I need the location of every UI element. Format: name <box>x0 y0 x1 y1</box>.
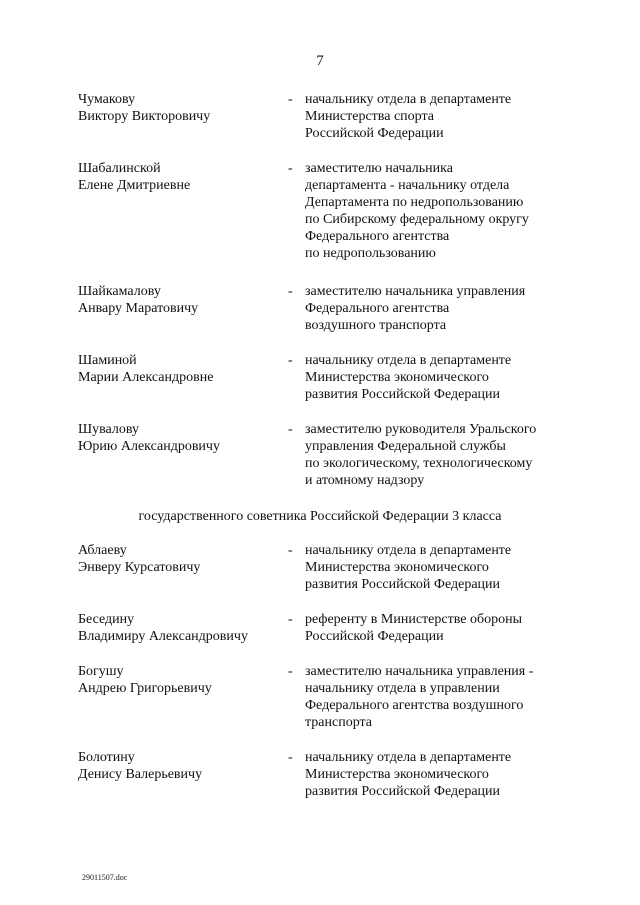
dash: - <box>288 750 293 765</box>
position-line: по экологическому, технологическому <box>305 456 533 471</box>
surname: Шувалову <box>78 422 140 437</box>
person-name <box>78 749 278 783</box>
position-title <box>305 749 595 800</box>
surname: Богушу <box>78 664 124 679</box>
position-line: Министерства экономического <box>305 767 489 782</box>
position-line: начальнику отдела в департаменте <box>305 543 512 558</box>
position-line: Российской Федерации <box>305 126 444 141</box>
dash: - <box>288 543 293 558</box>
person-name <box>78 542 278 576</box>
position-title <box>305 160 595 262</box>
surname: Бесединy <box>78 612 135 627</box>
position-title <box>305 663 595 731</box>
given-names: Анвару Маратовичу <box>78 301 199 316</box>
given-names: Андрею Григорьевичу <box>78 681 212 696</box>
person-name <box>78 611 278 645</box>
given-names: Виктору Викторовичу <box>78 109 211 124</box>
position-line: заместителю начальника управления <box>305 284 526 299</box>
position-line: начальнику отдела в управлении <box>305 681 500 696</box>
given-names: Юрию Александровичу <box>78 439 220 454</box>
position-title <box>305 91 595 142</box>
surname: Шабалинской <box>78 161 161 176</box>
position-line: заместителю начальника <box>305 161 453 176</box>
dash: - <box>288 161 293 176</box>
position-title <box>305 352 595 403</box>
given-names: Денису Валерьевичу <box>78 767 203 782</box>
position-line: департамента - начальнику отдела <box>305 178 510 193</box>
position-line: развития Российской Федерации <box>305 577 501 592</box>
position-line: и атомному надзору <box>305 473 425 488</box>
given-names: Елене Дмитриевне <box>78 178 191 193</box>
section-heading: государственного советника Российской Федерации 3 класса <box>138 509 502 524</box>
surname: Шайкамалову <box>78 284 161 299</box>
position-title <box>305 283 595 334</box>
file-name-footer: 29011507.doc <box>82 873 128 882</box>
position-line: Министерства спорта <box>305 109 434 124</box>
position-line: заместителю начальника управления - <box>305 664 534 679</box>
position-title <box>305 611 595 645</box>
position-line: начальнику отдела в департаменте <box>305 750 512 765</box>
position-line: Департамента по недропользованию <box>305 195 524 210</box>
position-line: по недропользованию <box>305 246 436 261</box>
position-line: управления Федеральной службы <box>305 439 506 454</box>
position-line: Федерального агентства <box>305 301 450 316</box>
position-line: развития Российской Федерации <box>305 784 501 799</box>
position-line: воздушного транспорта <box>305 318 447 333</box>
position-line: Министерства экономического <box>305 560 489 575</box>
person-name <box>78 283 278 317</box>
position-line: референту в Министерстве обороны <box>305 612 522 627</box>
dash: - <box>288 612 293 627</box>
dash: - <box>288 92 293 107</box>
person-name <box>78 421 278 455</box>
dash: - <box>288 422 293 437</box>
page-number: 7 <box>316 53 324 69</box>
given-names: Энверу Курсатовичу <box>78 560 201 575</box>
position-title <box>305 421 595 489</box>
surname: Аблаеву <box>78 543 127 558</box>
position-line: по Сибирскому федеральному округу <box>305 212 529 227</box>
given-names: Марии Александровне <box>78 370 214 385</box>
position-line: заместителю руководителя Уральского <box>305 422 537 437</box>
position-line: начальнику отдела в департаменте <box>305 353 512 368</box>
position-line: Министерства экономического <box>305 370 489 385</box>
person-name <box>78 91 278 125</box>
surname: Шаминой <box>78 353 137 368</box>
person-name <box>78 160 278 194</box>
position-line: Федерального агентства воздушного <box>305 698 524 713</box>
dash: - <box>288 664 293 679</box>
position-line: развития Российской Федерации <box>305 387 501 402</box>
position-line: Российской Федерации <box>305 629 444 644</box>
given-names: Владимиру Александровичу <box>78 629 248 644</box>
person-name <box>78 352 278 386</box>
surname: Чумакову <box>78 92 136 107</box>
position-line: начальнику отдела в департаменте <box>305 92 512 107</box>
person-name <box>78 663 278 697</box>
surname: Болотину <box>78 750 135 765</box>
dash: - <box>288 284 293 299</box>
position-line: транспорта <box>305 715 373 730</box>
dash: - <box>288 353 293 368</box>
position-line: Федерального агентства <box>305 229 450 244</box>
position-title <box>305 542 595 593</box>
